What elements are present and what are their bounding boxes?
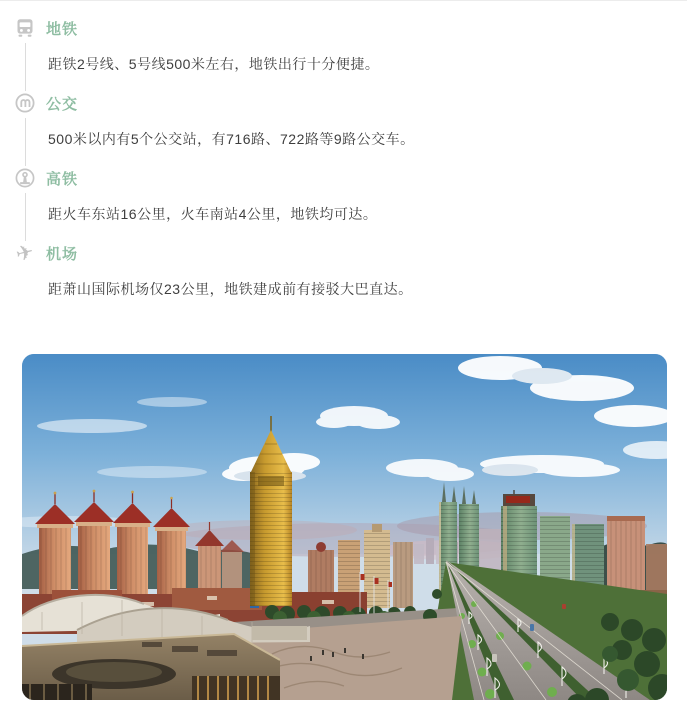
section-title: 高铁 <box>46 170 79 188</box>
section-description: 距火车东站16公里，火车南站4公里，地铁均可达。 <box>48 206 378 222</box>
section-body <box>25 268 687 300</box>
section-header <box>0 241 687 265</box>
airplane-glyph: ✈ <box>13 239 37 267</box>
subway-icon <box>14 17 36 39</box>
section-header <box>0 16 687 40</box>
transport-section-bus <box>0 91 687 166</box>
transport-section-rail <box>0 166 687 241</box>
section-title: 公交 <box>46 95 79 113</box>
section-header <box>0 91 687 115</box>
city-skyline-photo <box>22 354 667 700</box>
city-skyline-illustration <box>22 354 667 700</box>
transport-info-list <box>0 1 687 300</box>
section-body <box>25 193 687 241</box>
section-title: 地铁 <box>46 20 79 38</box>
section-header <box>0 166 687 190</box>
transport-section-airport <box>0 241 687 300</box>
highspeed-rail-icon <box>14 167 36 189</box>
transport-section-subway <box>0 16 687 91</box>
section-body <box>25 118 687 166</box>
section-description: 500米以内有5个公交站，有716路、722路等9路公交车。 <box>48 131 415 147</box>
section-body <box>25 43 687 91</box>
section-description: 距铁2号线、5号线500米左右，地铁出行十分便捷。 <box>48 56 380 72</box>
section-description: 距萧山国际机场仅23公里，地铁建成前有接驳大巴直达。 <box>48 281 413 297</box>
bus-icon <box>14 92 36 114</box>
section-title: 机场 <box>46 245 79 263</box>
airport-icon <box>13 239 37 267</box>
